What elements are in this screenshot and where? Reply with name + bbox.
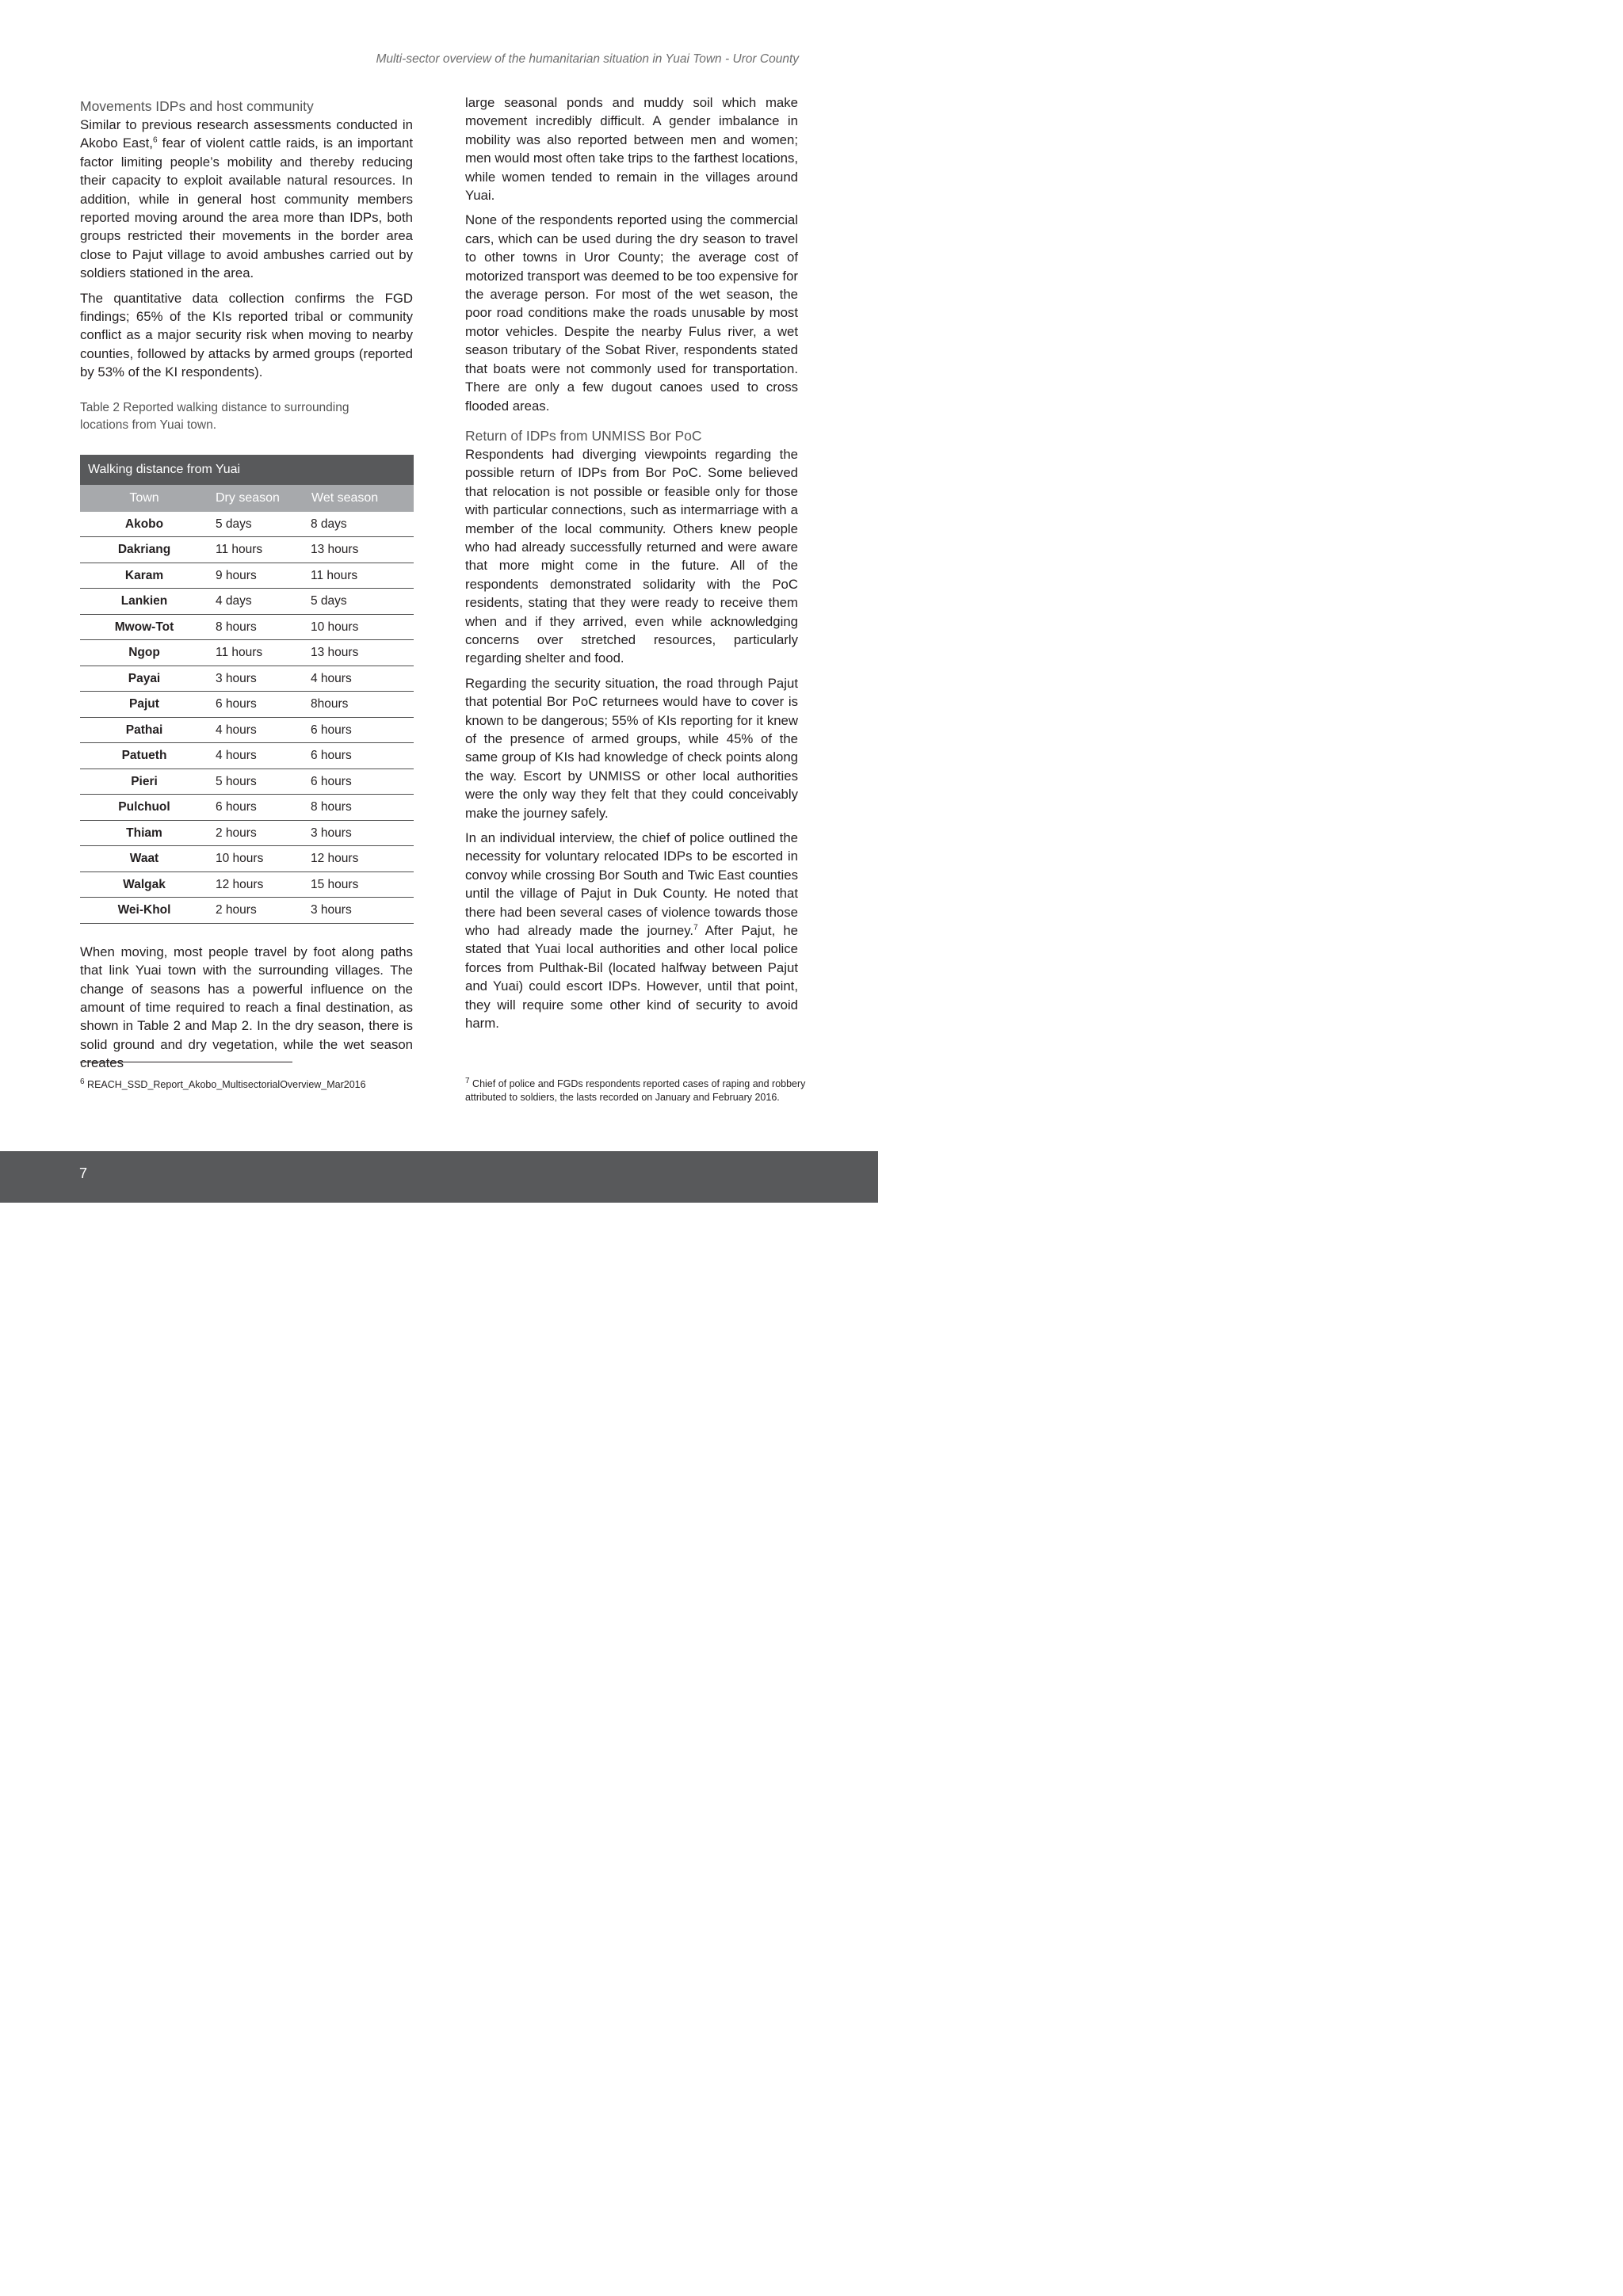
table-row <box>80 898 414 924</box>
cell-dry-season: 10 hours <box>208 846 311 872</box>
table-row <box>80 640 414 666</box>
cell-town: Pulchuol <box>80 795 208 821</box>
cell-wet-season: 6 hours <box>311 717 414 743</box>
paragraph-return-2: Regarding the security situation, the road through Pajut that potential Bor PoC returnees would have to cover is known to be dangerous; 55% of KIs reporting for it knew of the presence of armed groups, while 45% of the same group of KIs had knowledge of check points along the way. Escort by UNMISS or other local authorities were the only way they felt that they could conceivably make the journey safely. <box>465 675 798 821</box>
table-caption: Table 2 Reported walking distance to surrounding locations from Yuai town. <box>80 400 349 432</box>
cell-town: Akobo <box>80 512 208 537</box>
walking-distance-table <box>80 455 414 924</box>
cell-town: Lankien <box>80 589 208 615</box>
paragraph-text: fear of violent cattle raids, is an important factor limiting people’s mobility and thereby reducing their capacity to exploit available natural resources. In addition, while in general host community members reported moving around the area more than IDPs, both groups restricted their movements in the border area close to Pajut village to avoid ambushes carried out by soldiers stationed in the area. <box>80 135 413 281</box>
running-header: Multi-sector overview of the humanitarian situation in Yuai Town - Uror County <box>376 52 799 66</box>
cell-dry-season: 2 hours <box>208 898 311 924</box>
table-row <box>80 692 414 718</box>
footer-band <box>0 1151 878 1203</box>
cell-dry-season: 11 hours <box>208 537 311 563</box>
cell-wet-season: 8hours <box>311 692 414 718</box>
cell-wet-season: 5 days <box>311 589 414 615</box>
table-row <box>80 871 414 898</box>
cell-town: Pajut <box>80 692 208 718</box>
cell-town: Patueth <box>80 743 208 769</box>
table-row <box>80 743 414 769</box>
cell-wet-season: 4 hours <box>311 666 414 692</box>
paragraph-movements-3: When moving, most people travel by foot along paths that link Yuai town with the surrounding villages. The change of seasons has a powerful influence on the amount of time required to reach a final destination, as shown in Table 2 and Map 2. In the dry season, there is solid ground and dry vegetation, while the wet season creates <box>80 944 413 1071</box>
cell-dry-season: 6 hours <box>208 795 311 821</box>
cell-town: Mwow-Tot <box>80 614 208 640</box>
cell-dry-season: 4 hours <box>208 717 311 743</box>
table-row <box>80 537 414 563</box>
table-row <box>80 614 414 640</box>
cell-town: Thiam <box>80 820 208 846</box>
paragraph-return-1: Respondents had diverging viewpoints regarding the possible return of IDPs from Bor PoC. Some believed that relocation is not possible or feasible only for those with particular connections, such as intermarriage with a member of the local community. Others knew people who had already successfully returned and were aware that more might come in the future. All of the respondents demonstrated solidarity with the PoC residents, stating that they were ready to receive them when and if they arrived, even while acknowledging concerns over stretched resources, particularly regarding shelter and food. <box>465 446 798 666</box>
footnote-ref-6[interactable]: 6 <box>152 135 158 145</box>
paragraph-movements-1 <box>80 116 413 283</box>
footnote-text: REACH_SSD_Report_Akobo_MultisectorialOverview_Mar2016 <box>84 1079 366 1090</box>
cell-dry-season: 6 hours <box>208 692 311 718</box>
cell-dry-season: 5 hours <box>208 769 311 795</box>
cell-dry-season: 4 days <box>208 589 311 615</box>
paragraph-movements-2: The quantitative data collection confirms the FGD findings; 65% of the KIs reported tribal or community conflict as a major security risk when moving to nearby counties, followed by attacks by armed groups (reported by 53% of the KI respondents). <box>80 290 413 380</box>
cell-dry-season: 8 hours <box>208 614 311 640</box>
column-header-town: Town <box>80 485 208 512</box>
table-body <box>80 512 414 924</box>
paragraph-mobility-2: None of the respondents reported using the commercial cars, which can be used during the dry season to travel to other towns in Uror County; the average cost of motorized transport was deemed to be too expensive for the average person. For most of the wet season, the poor road conditions make the roads unusable by most motor vehicles. Despite the nearby Fulus river, a wet season tributary of the Sobat River, respondents stated that boats were not commonly used for transportation. There are only a few dugout canoes used to cross flooded areas. <box>465 212 798 414</box>
table-row <box>80 717 414 743</box>
cell-wet-season: 13 hours <box>311 537 414 563</box>
left-column <box>80 97 413 1079</box>
column-header-wet-season: Wet season <box>311 485 414 512</box>
footnote-marker: 7 <box>465 1076 470 1085</box>
table-row <box>80 589 414 615</box>
cell-wet-season: 13 hours <box>311 640 414 666</box>
footnote-text: Chief of police and FGDs respondents reported cases of raping and robbery attributed to soldiers, the lasts recorded on January and February 2016. <box>465 1078 806 1103</box>
table-row <box>80 846 414 872</box>
cell-town: Ngop <box>80 640 208 666</box>
section-heading-movements: Movements IDPs and host community <box>80 98 314 114</box>
paragraph-text: Similar to previous research assessments conducted in Akobo East, <box>80 117 413 151</box>
footnote-6 <box>80 1078 413 1092</box>
cell-town: Waat <box>80 846 208 872</box>
page-number: 7 <box>79 1165 88 1181</box>
table-row <box>80 820 414 846</box>
cell-dry-season: 12 hours <box>208 871 311 898</box>
cell-wet-season: 8 hours <box>311 795 414 821</box>
cell-dry-season: 9 hours <box>208 563 311 589</box>
cell-wet-season: 6 hours <box>311 743 414 769</box>
cell-town: Pieri <box>80 769 208 795</box>
cell-dry-season: 2 hours <box>208 820 311 846</box>
table-row <box>80 795 414 821</box>
cell-wet-season: 6 hours <box>311 769 414 795</box>
table-row <box>80 666 414 692</box>
cell-town: Dakriang <box>80 537 208 563</box>
cell-dry-season: 5 days <box>208 512 311 537</box>
footnote-7 <box>465 1077 806 1104</box>
table-row <box>80 563 414 589</box>
cell-wet-season: 15 hours <box>311 871 414 898</box>
cell-wet-season: 12 hours <box>311 846 414 872</box>
paragraph-return-3 <box>465 829 798 1032</box>
cell-town: Wei-Khol <box>80 898 208 924</box>
cell-wet-season: 10 hours <box>311 614 414 640</box>
cell-town: Payai <box>80 666 208 692</box>
paragraph-text: After Pajut, he stated that Yuai local authorities and other local police forces from Pulthak-Bil (located halfway between Pajut and Yuai) could escort IDPs. However, until that point, they will require some other kind of security to avoid harm. <box>465 923 798 1032</box>
table-row <box>80 512 414 537</box>
footnote-ref-7[interactable]: 7 <box>693 923 698 933</box>
document-page <box>0 0 878 1242</box>
table-row <box>80 769 414 795</box>
paragraph-text: In an individual interview, the chief of police outlined the necessity for voluntary relocated IDPs to be escorted in convoy while crossing Bor South and Twic East counties until the village of Pajut in Duk County. He noted that there had been several cases of violence towards those who had already made the journey. <box>465 830 798 939</box>
footnote-marker: 6 <box>80 1077 85 1086</box>
cell-dry-season: 3 hours <box>208 666 311 692</box>
column-header-dry-season: Dry season <box>208 485 311 512</box>
section-heading-return: Return of IDPs from UNMISS Bor PoC <box>465 427 702 444</box>
cell-town: Pathai <box>80 717 208 743</box>
cell-dry-season: 4 hours <box>208 743 311 769</box>
cell-wet-season: 8 days <box>311 512 414 537</box>
cell-town: Karam <box>80 563 208 589</box>
cell-dry-season: 11 hours <box>208 640 311 666</box>
cell-town: Walgak <box>80 871 208 898</box>
cell-wet-season: 3 hours <box>311 820 414 846</box>
right-column <box>465 93 798 1039</box>
cell-wet-season: 11 hours <box>311 563 414 589</box>
paragraph-mobility-1: large seasonal ponds and muddy soil which make movement incredibly difficult. A gender imbalance in mobility was also reported between men and women; men would most often take trips to the farthest locations, while women tended to remain in the villages around Yuai. <box>465 95 798 204</box>
table-title: Walking distance from Yuai <box>80 455 414 485</box>
cell-wet-season: 3 hours <box>311 898 414 924</box>
